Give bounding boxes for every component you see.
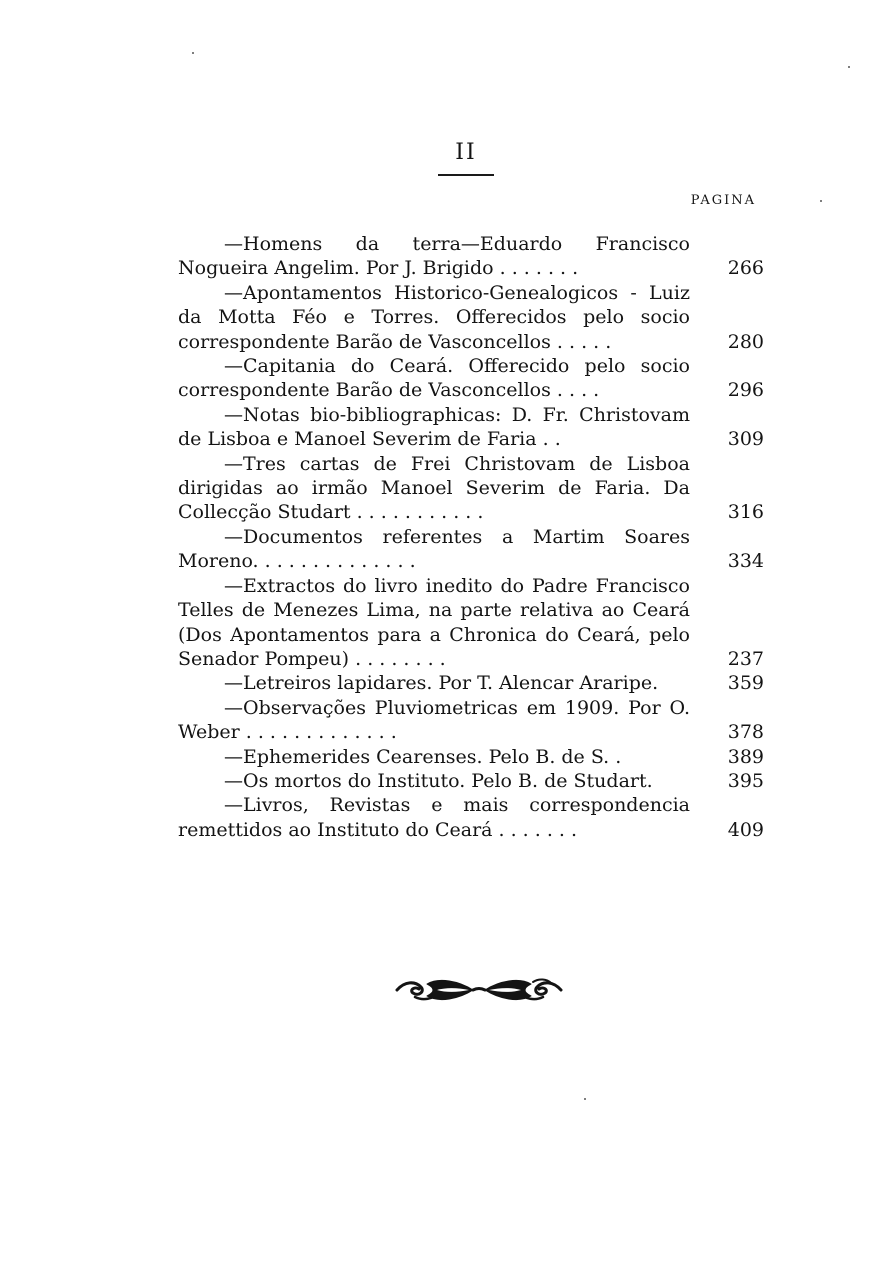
toc-entry-page: 316: [727, 501, 764, 524]
toc-entry-title: —Observações Pluviometricas em 1909. Por O. Weber . . . . . . . . . . . . .: [178, 696, 690, 744]
column-heading: PAGINA: [690, 193, 756, 208]
toc-entry: [178, 574, 770, 672]
toc-entry: [178, 793, 770, 842]
table-of-contents: [178, 232, 770, 842]
toc-entry-page: 309: [727, 428, 764, 451]
toc-entry-title: —Tres cartas de Frei Christovam de Lisboa dirigidas ao irmão Manoel Severim de Faria. Da Collecção Studart . . . . . . . . . . .: [178, 452, 690, 524]
toc-entry: [178, 281, 770, 354]
toc-entry-title: —Homens da terra—Eduardo Francisco Nogueira Angelim. Por J. Brigido . . . . . . .: [178, 233, 690, 280]
toc-entry-page: 296: [727, 379, 764, 402]
toc-entry-title: —Os mortos do Instituto. Pelo B. de Studart.: [224, 769, 653, 792]
page-number-rule: [438, 174, 494, 176]
toc-entry-page: 334: [727, 550, 764, 573]
toc-entry-title: —Capitania do Ceará. Offerecido pelo socio correspondente Barão de Vasconcellos . . . .: [178, 355, 690, 402]
toc-entry-page: 237: [727, 647, 764, 670]
toc-entry-page: 359: [727, 672, 764, 695]
toc-entry-page: 378: [727, 721, 764, 744]
toc-entry-title: —Apontamentos Historico-Genealogicos - Luiz da Motta Féo e Torres. Offerecidos pelo socio correspondente Barão de Vasconcellos . . . . .: [178, 281, 690, 353]
toc-entry: [178, 525, 770, 574]
paper-speck: [820, 200, 822, 202]
page-number: II: [455, 140, 477, 165]
toc-entry-title: —Livros, Revistas e mais correspondencia remettidos ao Instituto do Ceará . . . . . . .: [178, 794, 690, 841]
toc-entry-title: —Notas bio-bibliographicas: D. Fr. Christovam de Lisboa e Manoel Severim de Faria . .: [178, 403, 690, 451]
toc-entry-title: —Documentos referentes a Martim Soares Moreno. . . . . . . . . . . . . .: [178, 525, 690, 573]
paper-speck: [192, 52, 194, 54]
toc-entry-title: —Ephemerides Cearenses. Pelo B. de S. .: [224, 745, 622, 768]
toc-entry: [178, 671, 770, 695]
toc-entry-title: —Letreiros lapidares. Por T. Alencar Araripe.: [224, 672, 659, 695]
toc-entry-page: 266: [727, 257, 764, 280]
toc-entry-title: —Extractos do livro inedito do Padre Francisco Telles de Menezes Lima, na parte relativa ao Ceará (Dos Apontamentos para a Chronica do Ceará, pelo Senador Pompeu) . . . . . . . .: [178, 574, 690, 670]
toc-entry: [178, 354, 770, 403]
toc-entry: [178, 769, 770, 793]
toc-entry: [178, 696, 770, 745]
toc-entry: [178, 452, 770, 525]
paper-speck: [584, 1098, 586, 1100]
toc-entry: [178, 745, 770, 769]
toc-entry-page: 395: [727, 769, 764, 792]
toc-entry-page: 409: [727, 818, 764, 841]
toc-entry-page: 280: [727, 330, 764, 353]
toc-entry-page: 389: [727, 745, 764, 768]
decorative-scroll-ornament-icon: [393, 975, 565, 1005]
toc-entry: [178, 403, 770, 452]
paper-speck: [848, 66, 850, 68]
toc-entry: [178, 232, 770, 281]
